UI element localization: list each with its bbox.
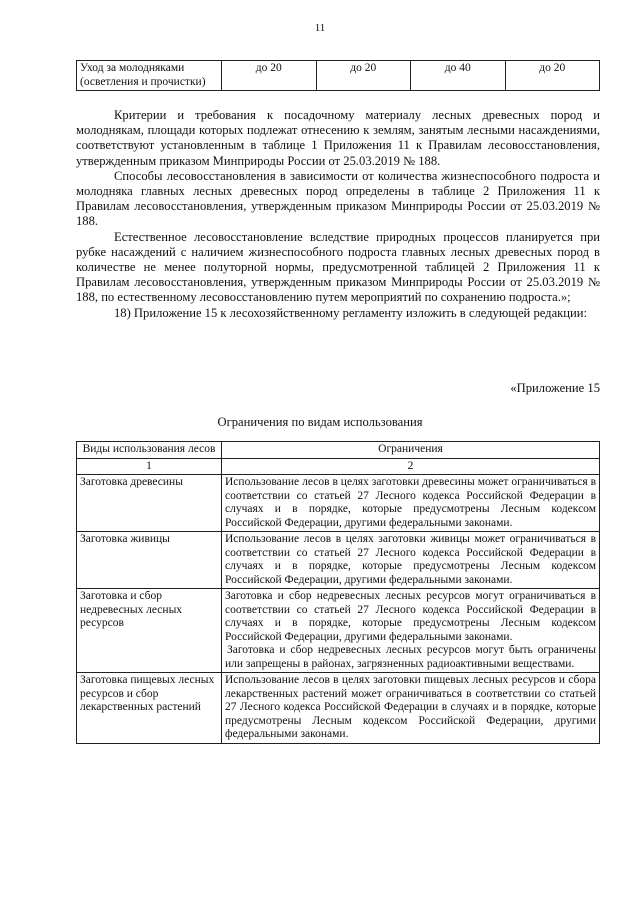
table-cell-value: до 40 xyxy=(411,61,506,91)
section-title: Ограничения по видам использования xyxy=(217,415,423,429)
top-table xyxy=(76,60,600,91)
restrictions-table xyxy=(76,441,600,744)
column-number: 1 xyxy=(77,458,222,475)
column-number-row xyxy=(77,458,600,475)
restriction-text: Использование лесов в целях заготовки пищевых лесных ресурсов и сбора лекарственных растений может ограничиваться в соответствии со статьей 27 Лесного кодекса Российской Федерации в случаях и в порядке, которые предусмотрены Лесным кодексом Российской Федерации, другими федеральными законами. xyxy=(225,674,596,740)
use-type-cell: Заготовка пищевых лесных ресурсов и сбор лекарственных растений xyxy=(77,673,222,744)
annex-label: «Приложение 15 xyxy=(510,381,600,395)
restriction-text: Заготовка и сбор недревесных лесных ресурсов могут быть ограничены или запрещены в районах, загрязненных радиоактивными веществами. xyxy=(225,644,596,670)
table-cell-value: до 20 xyxy=(222,61,317,91)
restriction-text: Использование лесов в целях заготовки древесины может ограничиваться в соответствии со статьей 27 Лесного кодекса Российской Федерации в случаях и в порядке, которые предусмотрены Лесным кодексом Российской Федерации, другими федеральными законами. xyxy=(225,476,596,529)
restriction-cell xyxy=(222,475,600,532)
table-cell-value: до 20 xyxy=(316,61,411,91)
table-row xyxy=(77,61,600,91)
use-type-cell: Заготовка древесины xyxy=(77,475,222,532)
use-type-cell: Заготовка и сбор недревесных лесных ресурсов xyxy=(77,589,222,673)
restriction-cell xyxy=(222,589,600,673)
table-row xyxy=(77,673,600,744)
table-row xyxy=(77,475,600,532)
restriction-cell xyxy=(222,673,600,744)
restriction-text: Использование лесов в целях заготовки живицы может ограничиваться в соответствии со статьей 27 Лесного кодекса Российской Федерации в случаях и в порядке, которые предусмотрены Лесным кодексом Российской Федерации, другими федеральными законами. xyxy=(225,533,596,586)
paragraph: Естественное лесовосстановление вследствие природных процессов планируется при рубке насаждений с наличием жизнеспособного подроста главных лесных древесных пород в количестве не менее полуторной нормы, предусмотренной таблицей 2 Приложения 11 к Правилам лесовосстановления, утвержденным приказом Минприроды России от 25.03.2019 № 188, по естественному лесовосстановлению путем мероприятий по сохранению подроста.»; xyxy=(76,229,600,305)
paragraph: Критерии и требования к посадочному материалу лесных древесных пород и молоднякам, площади которых подлежат отнесению к землям, занятым лесными насаждениями, соответствуют установленным в таблице 1 Приложения 11 к Правилам лесовосстановления, утвержденным приказом Минприроды России от 25.03.2019 № 188. xyxy=(76,108,600,168)
column-number: 2 xyxy=(222,458,600,475)
page-number: 11 xyxy=(314,22,326,34)
column-header: Ограничения xyxy=(222,442,600,459)
table-header-row xyxy=(77,442,600,459)
restriction-text: Заготовка и сбор недревесных лесных ресурсов могут ограничиваться в соответствии со статьей 27 Лесного кодекса Российской Федерации в случаях и в порядке, которые предусмотрены Лесным кодексом Российской Федерации, другими федеральными законами. xyxy=(225,590,596,643)
table-cell-value: до 20 xyxy=(505,61,600,91)
paragraph: Способы лесовосстановления в зависимости от количества жизнеспособного подроста и молодняка главных лесных древесных пород определены в таблице 2 Приложения 11 к Правилам лесовосстановления, утвержденным приказом Минприроды России от 25.03.2019 № 188. xyxy=(76,168,600,229)
paragraph: 18) Приложение 15 к лесохозяйственному регламенту изложить в следующей редакции: xyxy=(114,305,587,320)
column-header: Виды использования лесов xyxy=(77,442,222,459)
restriction-cell xyxy=(222,532,600,589)
use-type-cell: Заготовка живицы xyxy=(77,532,222,589)
table-cell-label: Уход за молодняками (осветления и прочистки) xyxy=(77,61,222,91)
table-row xyxy=(77,532,600,589)
table-row xyxy=(77,589,600,673)
body-text xyxy=(76,108,600,321)
